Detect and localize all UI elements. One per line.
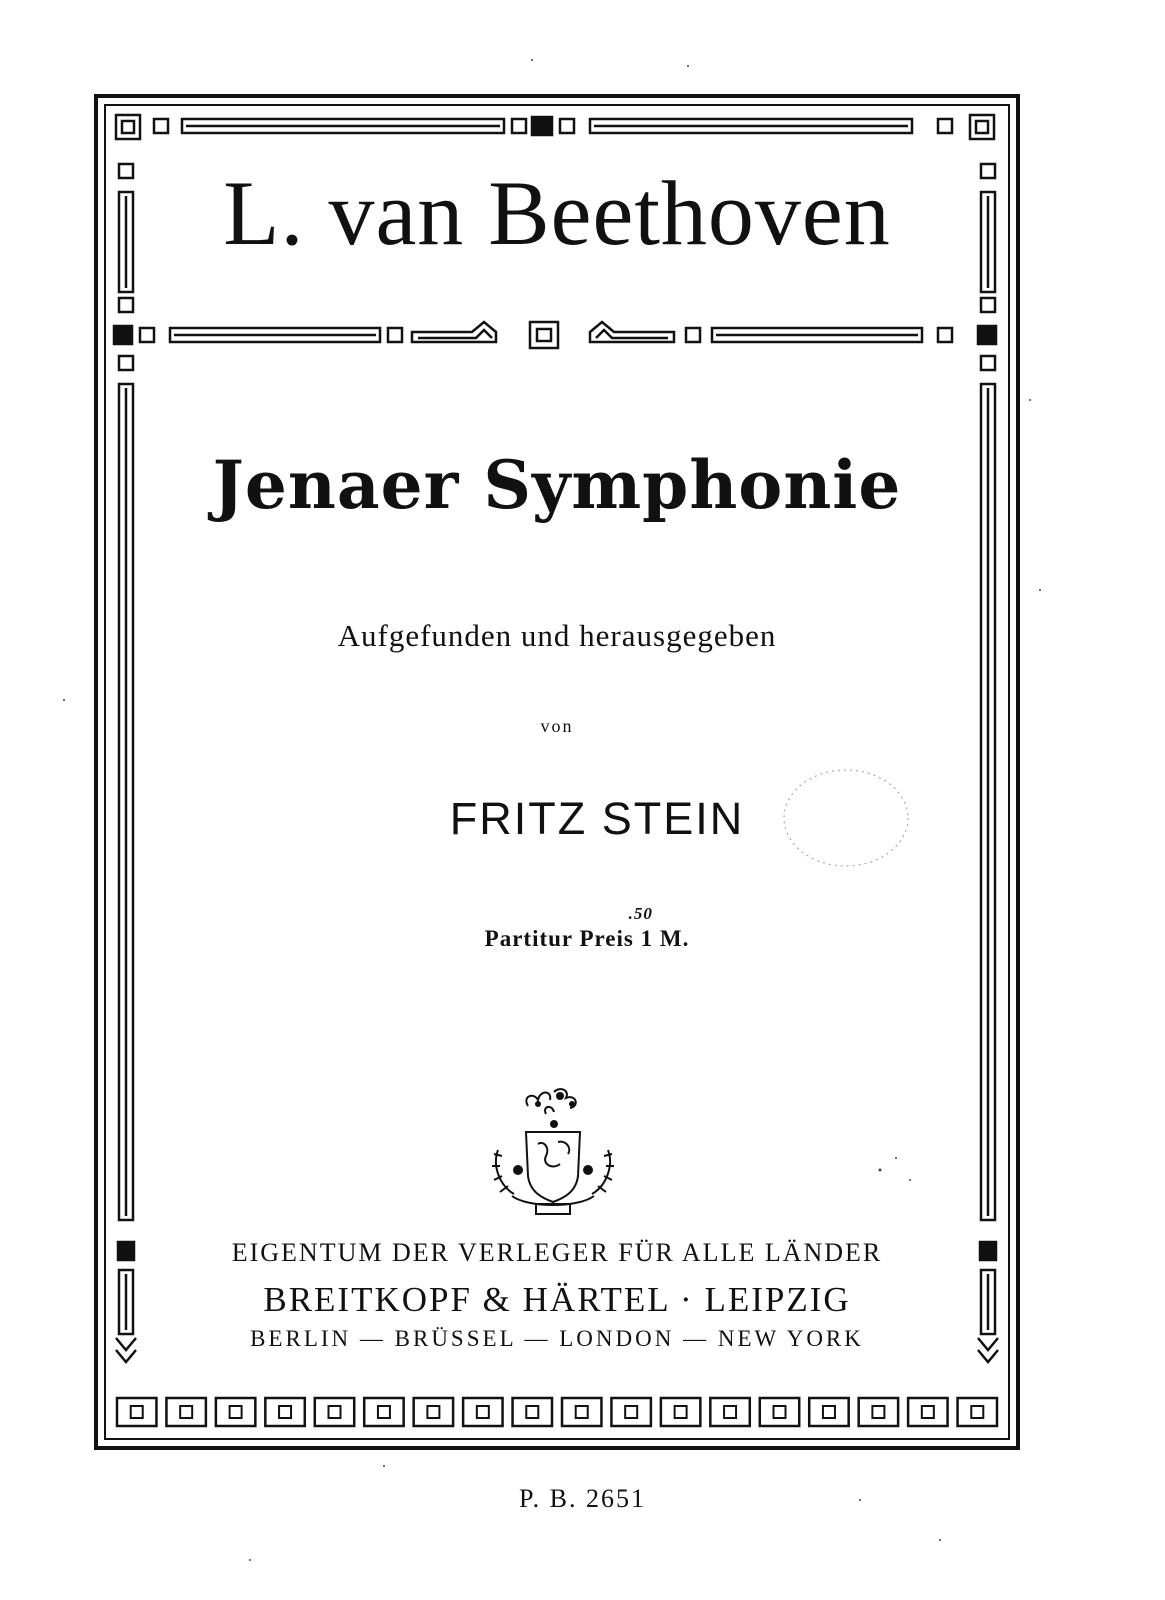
key-pattern-inner [922,1406,934,1418]
bottom-ornament-icon [112,1392,1002,1432]
right-upper-ornament [974,150,1002,316]
key-pattern-square [908,1398,947,1426]
subtitle: Aufgefunden und herausgegeben [337,618,777,653]
key-pattern-square [414,1398,453,1426]
key-pattern-inner [625,1406,637,1418]
left-upper-ornament [112,150,140,316]
key-pattern-inner [279,1406,291,1418]
key-pattern-inner [131,1406,143,1418]
key-pattern-square [760,1398,799,1426]
price-label: Partitur Preis [484,926,634,951]
key-pattern-inner [477,1406,489,1418]
key-pattern-square [166,1398,205,1426]
key-pattern-inner [823,1406,835,1418]
key-pattern-inner [230,1406,242,1418]
key-pattern-inner [378,1406,390,1418]
key-pattern-square [809,1398,848,1426]
editor-name: FRITZ STEIN [449,793,745,844]
key-pattern-square [513,1398,552,1426]
price-amount [628,904,690,951]
key-pattern-inner [427,1406,439,1418]
by-line: von [540,716,574,736]
key-pattern-inner [774,1406,786,1418]
work-title: Jenaer Symphonie [212,446,902,524]
key-pattern-square [611,1398,650,1426]
key-pattern-inner [180,1406,192,1418]
key-pattern-inner [872,1406,884,1418]
key-pattern-inner [576,1406,588,1418]
key-pattern-inner [971,1406,983,1418]
key-pattern-square [859,1398,898,1426]
publisher-name: BREITKOPF & HÄRTEL · LEIPZIG [263,1280,851,1319]
key-pattern-inner [724,1406,736,1418]
rights-notice: EIGENTUM DER VERLEGER FÜR ALLE LÄNDER [231,1238,883,1267]
plate-number: P. B. 2651 [519,1484,646,1513]
key-pattern-square [364,1398,403,1426]
key-pattern-square [661,1398,700,1426]
publisher-crest-icon [488,1084,618,1216]
price-handwritten-correction: .50 [628,904,653,923]
bottom-ornament-band [112,1392,1002,1432]
key-pattern-square [710,1398,749,1426]
key-pattern-square [216,1398,255,1426]
key-pattern-square [117,1398,156,1426]
price-value: 1 M. [640,926,690,951]
top-ornament-icon [112,110,1002,144]
key-pattern-inner [526,1406,538,1418]
key-pattern-inner [675,1406,687,1418]
key-pattern-square [265,1398,304,1426]
key-pattern-square [562,1398,601,1426]
key-pattern-square [463,1398,502,1426]
composer-name: L. van Beethoven [223,162,891,264]
price-line [142,904,1032,952]
middle-ornament-band [112,318,1002,352]
key-pattern-square [958,1398,997,1426]
top-ornament-band [112,110,1002,144]
publisher-cities: BERLIN — BRÜSSEL — LONDON — NEW YORK [250,1326,864,1351]
middle-ornament-icon [112,318,1002,352]
key-pattern-inner [329,1406,341,1418]
key-pattern-square [315,1398,354,1426]
